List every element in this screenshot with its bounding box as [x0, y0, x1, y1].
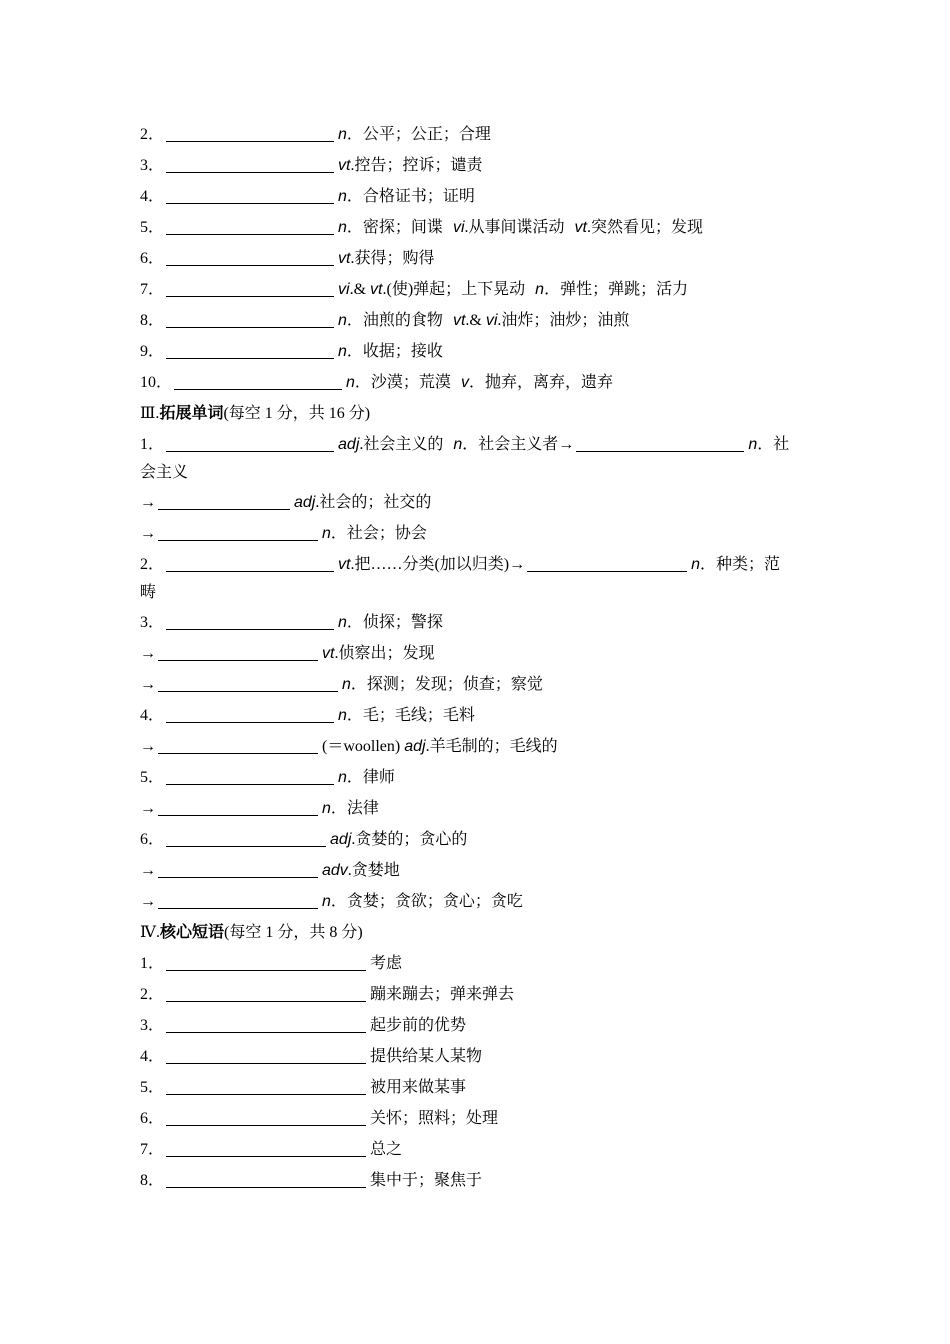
answer-blank[interactable] [527, 553, 687, 572]
answer-blank[interactable] [158, 735, 318, 754]
expand-item-6: 6． adj.贪婪的；贪心的 [140, 824, 812, 855]
vocab-item-7: 7． vi.& vt.(使)弹起；上下晃动 n．弹性；弹跳；活力 [140, 274, 812, 305]
answer-blank[interactable] [158, 522, 318, 541]
answer-blank[interactable] [166, 123, 334, 142]
phrase-item-4: 4． 提供给某人某物 [140, 1041, 812, 1072]
expand-item-2-continuation: 畴 [140, 584, 157, 601]
phrase-item-5: 5． 被用来做某事 [140, 1072, 812, 1103]
phrase-item-2: 2． 蹦来蹦去；弹来弹去 [140, 979, 812, 1010]
expand-item-3: 3． n．侦探；警探 [140, 607, 812, 638]
answer-blank[interactable] [166, 433, 334, 452]
expand-item-4-sub-1: → (＝woollen) adj.羊毛制的；毛线的 [140, 731, 812, 762]
vocab-item-4: 4． n．合格证书；证明 [140, 181, 812, 212]
section-heading-core-phrases: Ⅳ.核心短语(每空 1 分，共 8 分) [140, 924, 363, 941]
answer-blank[interactable] [166, 704, 334, 723]
expand-item-1: 1． adj.社会主义的 n．社会主义者→ n．社 [140, 429, 812, 458]
answer-blank[interactable] [166, 185, 334, 204]
answer-blank[interactable] [158, 859, 318, 878]
vocab-item-10: 10． n．沙漠；荒漠 v．抛弃，离弃，遗弃 [140, 367, 812, 398]
expand-item-4: 4． n．毛；毛线；毛料 [140, 700, 812, 731]
worksheet-content [140, 119, 812, 1196]
answer-blank[interactable] [166, 1138, 366, 1157]
phrase-item-1: 1． 考虑 [140, 948, 812, 979]
expand-item-5: 5． n．律师 [140, 762, 812, 793]
answer-blank[interactable] [166, 340, 334, 359]
expand-item-6-sub-2: → n．贪婪；贪欲；贪心；贪吃 [140, 886, 812, 917]
expand-item-3-sub-1: → vt.侦察出；发现 [140, 638, 812, 669]
section-heading-expand-words: Ⅲ.拓展单词(每空 1 分，共 16 分) [140, 405, 371, 422]
answer-blank[interactable] [174, 371, 342, 390]
expand-item-2: 2． vt.把……分类(加以归类)→ n．种类；范 [140, 549, 812, 578]
answer-blank[interactable] [166, 1076, 366, 1095]
vocab-item-6: 6． vt.获得；购得 [140, 243, 812, 274]
answer-blank[interactable] [166, 1014, 366, 1033]
answer-blank[interactable] [158, 890, 318, 909]
answer-blank[interactable] [166, 952, 366, 971]
expand-item-1-sub-1: → adj.社会的；社交的 [140, 487, 812, 518]
answer-blank[interactable] [158, 797, 318, 816]
answer-blank[interactable] [158, 491, 290, 510]
answer-blank[interactable] [166, 1045, 366, 1064]
expand-item-6-sub-1: → adv.贪婪地 [140, 855, 812, 886]
answer-blank[interactable] [166, 611, 334, 630]
phrase-item-8: 8． 集中于；聚焦于 [140, 1165, 812, 1196]
answer-blank[interactable] [166, 247, 334, 266]
answer-blank[interactable] [166, 154, 334, 173]
phrase-item-7: 7． 总之 [140, 1134, 812, 1165]
answer-blank[interactable] [166, 309, 334, 328]
vocab-item-8: 8． n．油煎的食物 vt.& vi.油炸；油炒；油煎 [140, 305, 812, 336]
expand-item-3-sub-2: → n．探测；发现；侦查；察觉 [140, 669, 812, 700]
phrase-item-3: 3． 起步前的优势 [140, 1010, 812, 1041]
answer-blank[interactable] [166, 828, 326, 847]
vocab-item-9: 9． n．收据；接收 [140, 336, 812, 367]
answer-blank[interactable] [166, 278, 334, 297]
answer-blank[interactable] [166, 216, 334, 235]
vocab-item-3: 3． vt.控告；控诉；谴责 [140, 150, 812, 181]
answer-blank[interactable] [166, 983, 366, 1002]
answer-blank[interactable] [166, 553, 334, 572]
answer-blank[interactable] [576, 433, 744, 452]
answer-blank[interactable] [166, 1169, 366, 1188]
expand-item-5-sub-1: → n．法律 [140, 793, 812, 824]
expand-item-1-sub-2: → n．社会；协会 [140, 518, 812, 549]
phrase-item-6: 6． 关怀；照料；处理 [140, 1103, 812, 1134]
expand-item-1-continuation: 会主义 [140, 464, 189, 481]
answer-blank[interactable] [166, 1107, 366, 1126]
vocab-item-2: 2． n．公平；公正；合理 [140, 119, 812, 150]
answer-blank[interactable] [166, 766, 334, 785]
vocab-item-5: 5． n．密探；间谍 vi.从事间谍活动 vt.突然看见；发现 [140, 212, 812, 243]
answer-blank[interactable] [158, 642, 318, 661]
answer-blank[interactable] [158, 673, 338, 692]
